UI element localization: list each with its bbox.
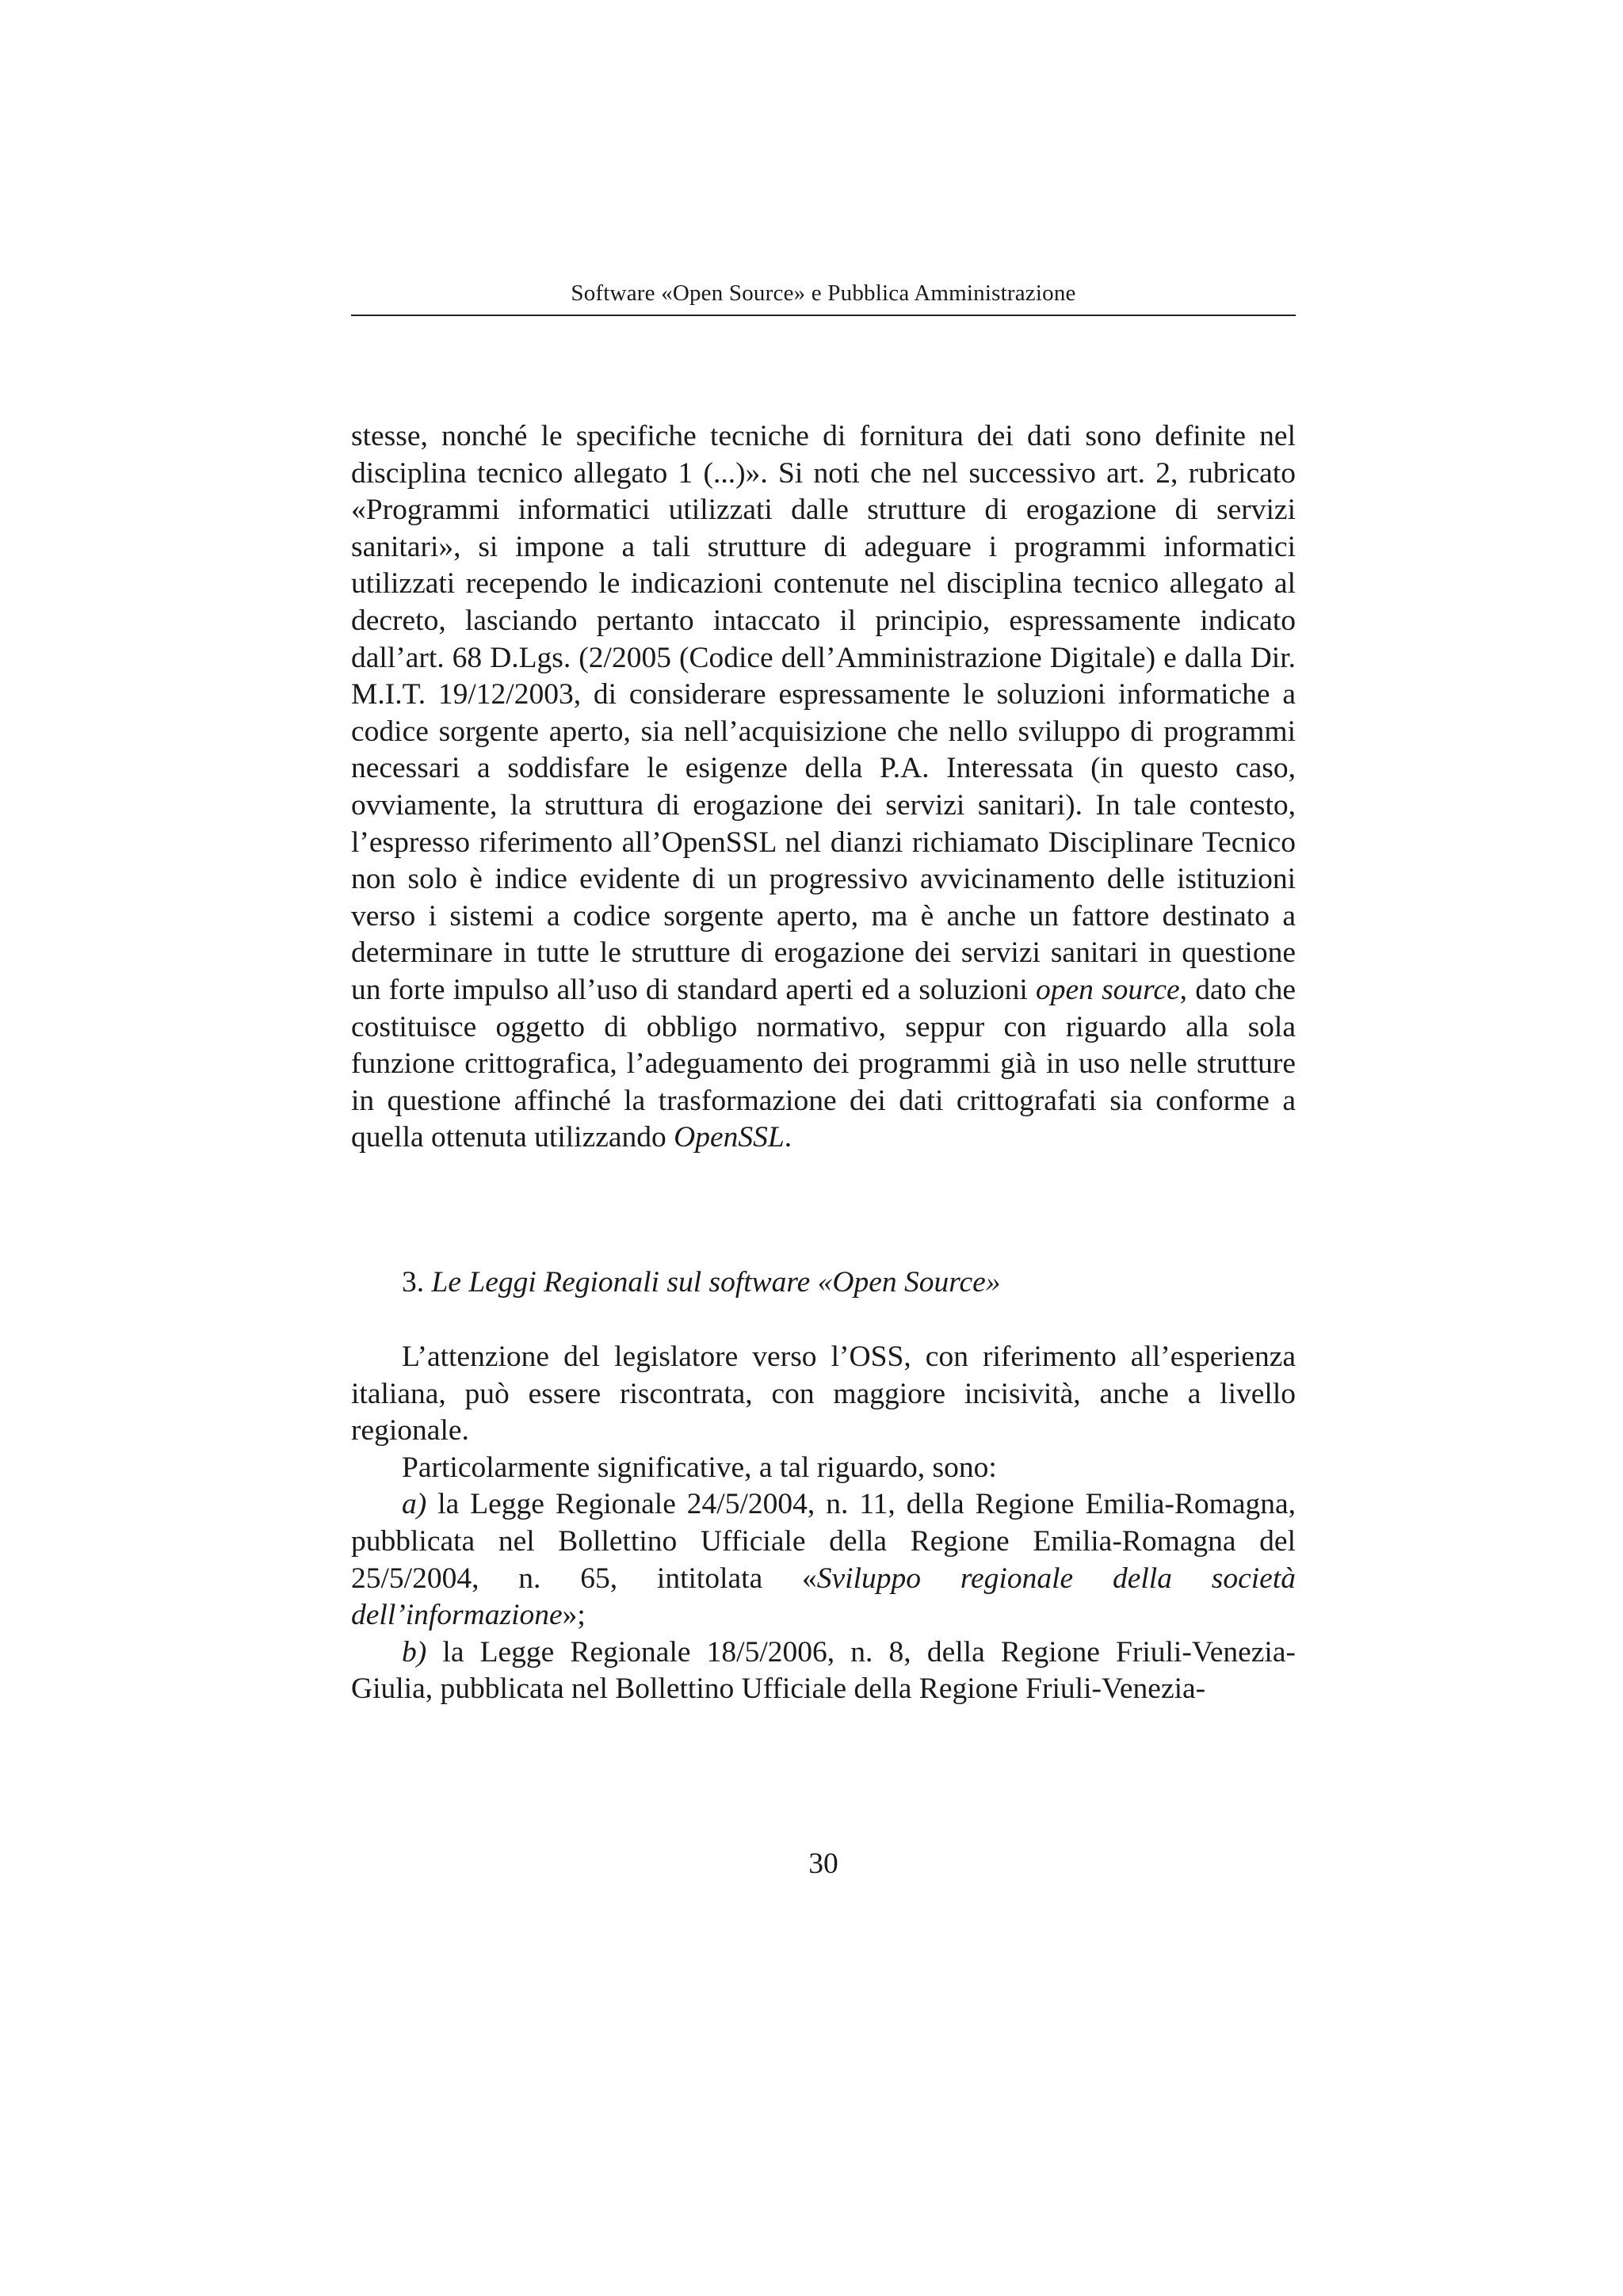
paragraph-1-italic-openssl: OpenSSL [674, 1121, 785, 1154]
list-item-b-marker: b) [402, 1635, 427, 1669]
section-heading [402, 1264, 1296, 1301]
list-item-b [351, 1634, 1296, 1708]
section-number: 3. [402, 1266, 425, 1299]
list-item-a [351, 1486, 1296, 1634]
section-body [351, 1339, 1296, 1708]
list-item-a-italic: Sviluppo regionale della società dell’informazione [351, 1562, 1296, 1632]
paragraph-continuation [351, 418, 1296, 1157]
section-title: Le Leggi Regionali sul software «Open Source» [431, 1266, 1001, 1299]
list-item-a-tail: »; [562, 1599, 586, 1632]
paragraph-1 [351, 418, 1296, 1157]
paragraph-1-text-a: stesse, nonché le specifiche tecniche di fornitura dei dati sono definite nel disciplina tecnico allegato 1 (...)». Si noti che nel successivo art. 2, rubricato «Programmi informatici utilizzati dalle strutture di erogazione di servizi sanitari», si impone a tali strutture di adeguare i programmi informatici utilizzati recependo le indicazioni contenute nel disciplina tecnico allegato al decreto, lasciando pertanto intaccato il principio, espressamente indicato dall’art. 68 D.Lgs. (2/2005 (Codice dell’Amministrazione Digitale) e dalla Dir. M.I.T. 19/12/2003, di considerare espressamente le soluzioni informatiche a codice sorgente aperto, sia nell’acquisizione che nello sviluppo di programmi necessari a soddisfare le esigenze della P.A. Interessata (in questo caso, ovviamente, la struttura di erogazione dei servizi sanitari). In tale contesto, l’espresso riferimento all’OpenSSL nel dianzi richiamato Disciplinare Tecnico non solo è indice evidente di un progressivo avvicinamento delle istituzioni verso i sistemi a codice sorgente aperto, ma è anche un fattore destinato a determinare in tutte le strutture di erogazione dei servizi sanitari in questione un forte impulso all’uso di standard aperti ed a soluzioni [351, 420, 1296, 1006]
paragraph-1-italic-open-source: open source [1036, 973, 1180, 1006]
paragraph-3: Particolarmente significative, a tal riguardo, sono: [402, 1451, 997, 1484]
paragraph-1-text-b: , dato che costituisce oggetto di obbligo normativo, seppur con riguardo alla sola funzione crittografica, l’adeguamento dei programmi già in uso nelle strutture in questione affinché la trasformazione dei dati crittografati sia conforme a quella ottenuta utilizzando [351, 973, 1296, 1154]
paragraph-2: L’attenzione del legislatore verso l’OSS, con riferimento all’esperienza italiana, può essere riscontrata, con maggiore incisività, anche a livello regionale. [351, 1341, 1296, 1447]
list-item-a-marker: a) [402, 1488, 427, 1521]
list-item-a-text: la Legge Regionale 24/5/2004, n. 11, della Regione Emilia-Romagna, pubblicata nel Bollettino Ufficiale della Regione Emilia-Romagna del 25/5/2004, n. 65, intitolata « [351, 1488, 1296, 1595]
paragraph-1-text-c: . [784, 1121, 792, 1154]
list-item-b-text: la Legge Regionale 18/5/2006, n. 8, della Regione Friuli-Venezia-Giulia, pubblicata nel Bollettino Ufficiale della Regione Friuli-Venezia- [351, 1635, 1296, 1706]
header-rule [351, 315, 1296, 316]
page-number: 30 [808, 1848, 838, 1880]
running-header: Software «Open Source» e Pubblica Amministrazione [571, 280, 1076, 306]
